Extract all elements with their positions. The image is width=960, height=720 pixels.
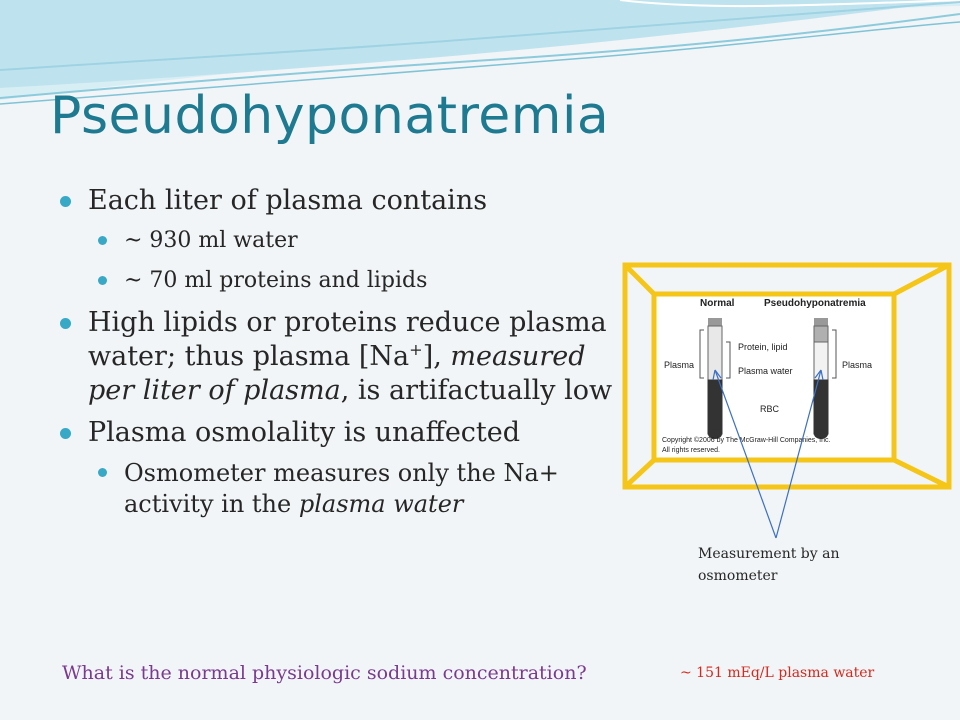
normal-tube xyxy=(708,318,722,439)
bullet-high-lipids-emphasis: measured per liter of plasma xyxy=(88,341,586,406)
question-text: What is the normal physiologic sodium concentration? xyxy=(62,662,587,684)
pseudo-tube xyxy=(814,318,828,439)
bullet-plasma-contains: Each liter of plasma contains xyxy=(60,184,620,218)
sub-bullet-osmometer-text: Osmometer measures only the Na+ activity in the xyxy=(124,459,559,518)
figure-label-protein: Protein, lipid xyxy=(738,342,788,352)
bullet-high-lipids-text-1: High lipids or proteins reduce plasma water; thus plasma [Na xyxy=(88,307,607,372)
bullet-osmolality: Plasma osmolality is unaffected xyxy=(60,416,620,450)
measurement-label: Measurement by an osmometer xyxy=(698,546,840,584)
sodium-charge-superscript: + xyxy=(409,340,423,359)
answer-text: ~ 151 mEq/L plasma water xyxy=(680,665,875,681)
figure-label-normal: Normal xyxy=(700,298,735,309)
figure-copyright-line-1: Copyright ©2006 by The McGraw-Hill Companies, Inc. xyxy=(662,437,831,444)
figure-label-plasma-right: Plasma xyxy=(842,360,873,370)
sub-bullet-water: ~ 930 ml water xyxy=(98,226,620,256)
sub-bullet-proteins: ~ 70 ml proteins and lipids xyxy=(98,266,620,296)
bullet-high-lipids-text-2: ], xyxy=(422,341,451,372)
bullet-high-lipids xyxy=(60,306,620,408)
figure-label-rbc: RBC xyxy=(760,404,780,414)
figure-copyright-line-2: All rights reserved. xyxy=(662,447,720,454)
slide-title: Pseudohyponatremia xyxy=(50,86,610,146)
figure-label-plasma-water: Plasma water xyxy=(738,366,793,376)
figure-label-pseudo: Pseudohyponatremia xyxy=(764,298,866,309)
figure-label-plasma-left: Plasma xyxy=(664,360,695,370)
sub-bullet-osmometer xyxy=(98,458,620,520)
figure-inner-frame xyxy=(654,294,894,460)
bullet-list xyxy=(60,184,620,530)
bullet-high-lipids-text-3: , is artifactually low xyxy=(340,375,613,406)
sub-bullet-osmometer-emphasis: plasma water xyxy=(298,490,464,518)
